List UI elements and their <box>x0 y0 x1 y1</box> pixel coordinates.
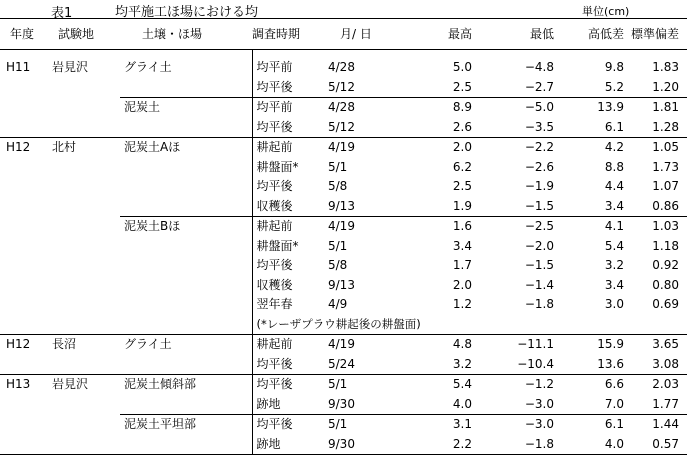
std-cell: 1.28 <box>624 118 687 138</box>
table-row <box>0 276 687 296</box>
header-row <box>0 19 687 50</box>
std-cell: 1.77 <box>652 396 679 411</box>
header-max: 最高 <box>402 19 472 50</box>
diff-cell: 4.2 <box>604 140 624 154</box>
header-date: 月/ 日 <box>328 19 402 50</box>
soil-cell: 泥炭土傾斜部 <box>124 377 197 391</box>
max-cell: 2.0 <box>452 277 472 292</box>
std-cell: 1.83 <box>652 60 679 74</box>
max-cell: 2.5 <box>452 79 472 94</box>
min-cell: −1.4 <box>524 277 554 292</box>
soil-cell <box>120 395 252 415</box>
diff-cell: 8.8 <box>604 159 624 174</box>
table-row <box>0 118 687 138</box>
min-cell: −1.5 <box>524 198 554 213</box>
diff-cell: 9.8 <box>604 60 624 74</box>
std-cell: 0.86 <box>652 198 679 213</box>
year-cell <box>0 435 52 455</box>
note-row <box>0 315 687 335</box>
soil-cell <box>120 78 252 98</box>
std-cell: 1.44 <box>624 415 687 435</box>
date-cell: 5/12 <box>328 118 402 138</box>
table-row <box>0 295 687 315</box>
date-cell: 4/28 <box>328 60 355 74</box>
header-time: 調査時期 <box>252 19 328 50</box>
site-cell: 北村 <box>52 140 77 154</box>
min-cell: −1.5 <box>524 258 554 272</box>
min-cell: −4.8 <box>524 60 554 74</box>
table-row <box>0 435 687 455</box>
std-cell: 1.07 <box>652 179 679 193</box>
table-body <box>0 50 687 455</box>
min-cell: −5.0 <box>472 98 554 118</box>
time-cell: 耕起前 <box>252 217 328 237</box>
std-cell: 1.81 <box>624 98 687 118</box>
year-cell <box>0 237 52 257</box>
site-cell <box>52 295 120 315</box>
year-cell <box>0 98 52 118</box>
min-cell: −3.5 <box>472 118 554 138</box>
diff-cell: 3.2 <box>604 258 624 272</box>
min-cell: −1.9 <box>524 179 554 193</box>
min-cell: −1.2 <box>524 377 554 391</box>
diff-cell: 4.4 <box>604 179 624 193</box>
time-cell: 均平後 <box>252 415 328 435</box>
table-row <box>0 78 687 98</box>
year-cell <box>0 256 52 276</box>
table-row <box>0 237 687 257</box>
site-cell <box>52 355 120 375</box>
date-cell: 5/1 <box>328 377 348 391</box>
diff-cell: 3.4 <box>604 198 624 213</box>
time-cell: 収穫後 <box>252 197 328 217</box>
max-cell: 2.5 <box>452 179 472 193</box>
table-row <box>0 217 687 237</box>
time-cell: 耕起前 <box>252 335 328 355</box>
date-cell: 5/12 <box>328 79 355 94</box>
time-cell: 耕盤面* <box>252 237 328 257</box>
table-row <box>0 138 687 158</box>
site-cell <box>52 276 120 296</box>
table-number: 表1 <box>51 6 73 21</box>
site-cell <box>52 158 120 178</box>
table-row <box>0 98 687 118</box>
site-cell <box>52 197 120 217</box>
year-cell: H12 <box>6 140 31 154</box>
table-row <box>0 355 687 375</box>
site-cell <box>52 415 120 435</box>
max-cell: 3.1 <box>402 415 472 435</box>
max-cell: 1.9 <box>452 198 472 213</box>
soil-cell: グライ土 <box>124 60 172 74</box>
diff-cell: 13.6 <box>554 355 624 375</box>
site-cell <box>52 78 120 98</box>
diff-cell: 15.9 <box>597 337 624 351</box>
soil-cell <box>120 355 252 375</box>
diff-cell: 3.0 <box>604 297 624 311</box>
std-cell: 0.80 <box>652 277 679 292</box>
time-cell: 跡地 <box>252 395 328 415</box>
header-std: 標準偏差 <box>624 19 687 50</box>
year-cell: H11 <box>6 60 31 74</box>
year-cell <box>0 118 52 138</box>
site-cell <box>52 435 120 455</box>
date-cell: 5/1 <box>328 238 348 253</box>
diff-cell: 13.9 <box>554 98 624 118</box>
table-row <box>0 256 687 276</box>
min-cell: −11.1 <box>517 337 554 351</box>
max-cell: 5.4 <box>452 377 472 391</box>
soil-cell <box>120 158 252 178</box>
year-cell: H12 <box>6 337 31 351</box>
diff-cell: 6.6 <box>604 377 624 391</box>
std-cell: 3.08 <box>624 355 687 375</box>
date-cell: 4/19 <box>328 140 355 154</box>
table-row <box>0 375 687 395</box>
soil-cell: 泥炭土Bほ <box>120 217 252 237</box>
max-cell: 6.2 <box>452 159 472 174</box>
soil-cell: 泥炭土Aほ <box>124 140 181 154</box>
date-cell: 5/8 <box>328 179 348 193</box>
std-cell: 1.18 <box>652 238 679 253</box>
std-cell: 1.05 <box>652 140 679 154</box>
date-cell: 4/9 <box>328 297 348 311</box>
soil-cell <box>120 276 252 296</box>
diff-cell: 6.1 <box>554 118 624 138</box>
min-cell: −3.0 <box>472 415 554 435</box>
table-row <box>0 50 687 78</box>
min-cell: −2.0 <box>524 238 554 253</box>
min-cell: −10.4 <box>472 355 554 375</box>
site-cell: 長沼 <box>52 337 77 351</box>
year-cell: H13 <box>6 377 31 391</box>
empty-cell <box>52 315 120 335</box>
min-cell: −2.7 <box>524 79 554 94</box>
table-row <box>0 395 687 415</box>
year-cell <box>0 177 52 197</box>
min-cell: −1.8 <box>524 297 554 311</box>
time-cell: 均平後 <box>252 375 328 395</box>
header-site: 試験地 <box>52 19 120 50</box>
max-cell: 1.7 <box>452 258 472 272</box>
date-cell: 4/19 <box>328 337 355 351</box>
time-cell: 均平前 <box>252 50 328 78</box>
soil-cell: 泥炭土平坦部 <box>120 415 252 435</box>
date-cell: 5/24 <box>328 355 402 375</box>
max-cell: 1.2 <box>452 297 472 311</box>
min-cell: −1.8 <box>472 435 554 455</box>
std-cell: 0.92 <box>652 258 679 272</box>
site-cell: 岩見沢 <box>52 377 89 391</box>
header-year: 年度 <box>0 19 52 50</box>
date-cell: 9/30 <box>328 396 355 411</box>
time-cell: 収穫後 <box>252 276 328 296</box>
std-cell: 1.03 <box>624 217 687 237</box>
site-cell <box>52 395 120 415</box>
date-cell: 5/1 <box>328 415 402 435</box>
soil-cell <box>120 237 252 257</box>
soil-cell: 泥炭土 <box>120 98 252 118</box>
year-cell <box>0 355 52 375</box>
year-cell <box>0 276 52 296</box>
time-cell: 均平後 <box>252 177 328 197</box>
empty-cell <box>120 315 252 335</box>
date-cell: 9/13 <box>328 198 355 213</box>
std-cell: 0.69 <box>652 297 679 311</box>
date-cell: 4/19 <box>328 217 402 237</box>
date-cell: 5/8 <box>328 258 348 272</box>
data-table <box>0 18 687 455</box>
max-cell: 4.0 <box>452 396 472 411</box>
max-cell: 2.6 <box>402 118 472 138</box>
year-cell <box>0 158 52 178</box>
year-cell <box>0 78 52 98</box>
max-cell: 4.8 <box>452 337 472 351</box>
site-cell: 岩見沢 <box>52 60 89 74</box>
time-cell: 翌年春 <box>252 295 328 315</box>
date-cell: 4/28 <box>328 98 402 118</box>
min-cell: −2.6 <box>524 159 554 174</box>
time-cell: 均平後 <box>252 256 328 276</box>
max-cell: 3.4 <box>452 238 472 253</box>
site-cell <box>52 256 120 276</box>
diff-cell: 3.4 <box>604 277 624 292</box>
soil-cell <box>120 197 252 217</box>
soil-cell <box>120 435 252 455</box>
diff-cell: 6.1 <box>554 415 624 435</box>
std-cell: 0.57 <box>624 435 687 455</box>
year-cell <box>0 217 52 237</box>
time-cell: 耕起前 <box>252 138 328 158</box>
header-diff: 高低差 <box>554 19 624 50</box>
diff-cell: 5.4 <box>604 238 624 253</box>
time-cell: 均平後 <box>252 118 328 138</box>
min-cell: −2.2 <box>524 140 554 154</box>
soil-cell: グライ土 <box>124 337 172 351</box>
unit-label: 単位(cm) <box>582 5 630 18</box>
site-cell <box>52 237 120 257</box>
time-cell: 均平後 <box>252 355 328 375</box>
time-cell: 均平前 <box>252 98 328 118</box>
soil-cell <box>120 256 252 276</box>
soil-cell <box>120 118 252 138</box>
table-row <box>0 158 687 178</box>
soil-cell <box>120 177 252 197</box>
diff-cell: 4.1 <box>554 217 624 237</box>
diff-cell: 4.0 <box>554 435 624 455</box>
header-soil: 土壌・ほ場 <box>120 19 252 50</box>
max-cell: 2.2 <box>402 435 472 455</box>
std-cell: 2.03 <box>652 377 679 391</box>
date-cell: 5/1 <box>328 159 348 174</box>
soil-cell <box>120 295 252 315</box>
site-cell <box>52 217 120 237</box>
site-cell <box>52 177 120 197</box>
footnote: (*レーザプラウ耕起後の耕盤面) <box>252 315 687 335</box>
max-cell: 2.0 <box>452 140 472 154</box>
year-cell <box>0 197 52 217</box>
min-cell: −2.5 <box>472 217 554 237</box>
min-cell: −3.0 <box>524 396 554 411</box>
time-cell: 均平後 <box>252 78 328 98</box>
max-cell: 3.2 <box>402 355 472 375</box>
max-cell: 8.9 <box>402 98 472 118</box>
time-cell: 跡地 <box>252 435 328 455</box>
empty-cell <box>0 315 52 335</box>
diff-cell: 5.2 <box>604 79 624 94</box>
time-cell: 耕盤面* <box>252 158 328 178</box>
table-row <box>0 177 687 197</box>
table-row <box>0 415 687 435</box>
table-row <box>0 197 687 217</box>
year-cell <box>0 395 52 415</box>
max-cell: 1.6 <box>402 217 472 237</box>
table-title: 均平施工ほ場における均 <box>115 5 259 20</box>
site-cell <box>52 98 120 118</box>
std-cell: 1.20 <box>652 79 679 94</box>
date-cell: 9/13 <box>328 277 355 292</box>
date-cell: 9/30 <box>328 435 402 455</box>
header-min: 最低 <box>472 19 554 50</box>
diff-cell: 7.0 <box>604 396 624 411</box>
std-cell: 1.73 <box>652 159 679 174</box>
std-cell: 3.65 <box>652 337 679 351</box>
year-cell <box>0 415 52 435</box>
max-cell: 5.0 <box>452 60 472 74</box>
table-row <box>0 335 687 355</box>
site-cell <box>52 118 120 138</box>
year-cell <box>0 295 52 315</box>
